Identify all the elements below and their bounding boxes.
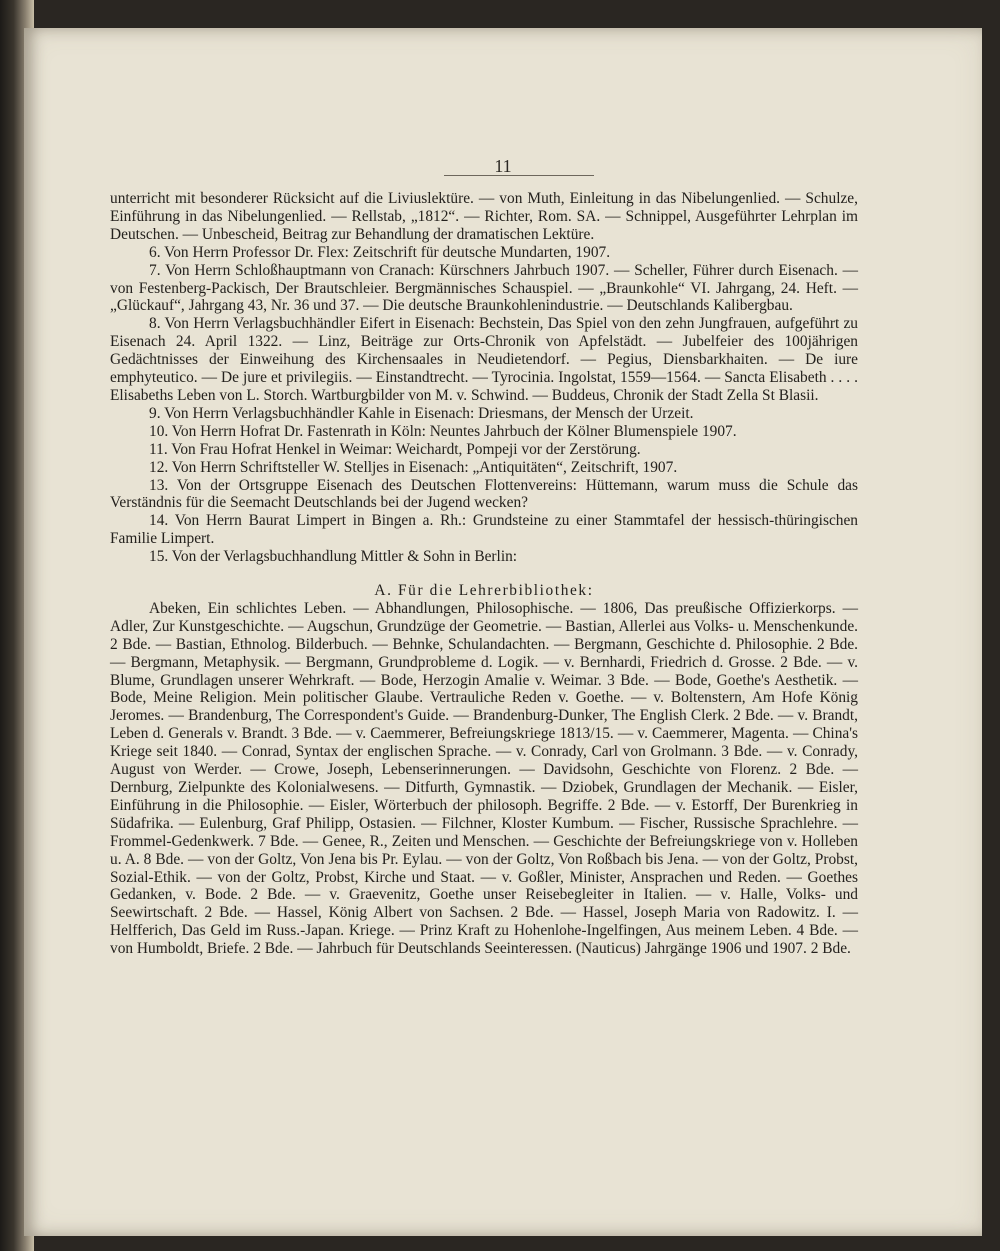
list-item: 10. Von Herrn Hofrat Dr. Fastenrath in Köln: Neuntes Jahrbuch der Kölner Blumenspiele 1907. [149,422,737,440]
continuation-paragraph: unterricht mit besonderer Rücksicht auf die Liviuslektüre. — von Muth, Einleitung in das Nibelungenlied. — Schulze, Einführung in das Nibelungenlied. — Rellstab, „1812“. — Richter, Rom. SA. — Schnippel, Ausgeführter Lehrplan im Deutschen. — Unbescheid, Beitrag zur Behandlung der dramatischen Lektüre. [110,190,858,243]
list-item: 15. Von der Verlagsbuchhandlung Mittler & Sohn in Berlin: [149,548,518,566]
page-number-rule [444,175,594,176]
book-page [24,28,982,1236]
list-item: 8. Von Herrn Verlagsbuchhändler Eifert in Eisenach: Bechstein, Das Spiel von den zehn Jungfrauen, aufgeführt zu Eisenach 24. April 1322. — Linz, Beiträge zur Orts-Chronik von Apfelstädt. — Jubelfeier des 100jährigen Gedächtnisses der Einweihung des Kirchensaales in Neudietendorf. — Pegius, Diensbarkhaiten. — De iure emphyteutico. — De jure et privilegiis. — Einstandtrecht. — Tyrocinia. Ingolstat, 1559—1564. — Sancta Elisabeth . . . . Elisabeths Leben von L. Storch. Wartburgbilder von M. v. Schwind. — Buddeus, Chronik der Stadt Zella St Blasii. [110,315,858,404]
list-item: 11. Von Frau Hofrat Henkel in Weimar: Weichardt, Pompeji vor der Zerstörung. [149,440,641,458]
list-item: 9. Von Herrn Verlagsbuchhändler Kahle in Eisenach: Driesmans, der Mensch der Urzeit. [149,404,694,422]
list-item: 12. Von Herrn Schriftsteller W. Stelljes in Eisenach: „Antiquitäten“, Zeitschrift, 1907. [149,458,678,476]
list-item: 7. Von Herrn Schloßhauptmann von Cranach: Kürschners Jahrbuch 1907. — Scheller, Führer durch Eisenach. — von Festenberg-Packisch, Der Brautschleier. Bergmännisches Schauspiel. — „Braunkohle“ VI. Jahrgang, 24. Heft. — „Glückauf“, Jahrgang 43, Nr. 36 und 37. — Die deutsche Braunkohlenindustrie. — Deutschlands Kalibergbau. [110,261,858,315]
section-heading: A. Für die Lehrerbibliothek: [374,582,594,600]
page-text [110,190,858,958]
section-body: Abeken, Ein schlichtes Leben. — Abhandlungen, Philosophische. — 1806, Das preußische Offizierkorps. — Adler, Zur Kunstgeschichte. — Augschun, Grundzüge der Geometrie. — Bastian, Allerlei aus Volks- u. Menschenkunde. 2 Bde. — Bastian, Ethnolog. Bilderbuch. — Behnke, Schulandachten. — Bergmann, Geschichte d. Philosophie. 2 Bde. — Bergmann, Metaphysik. — Bergmann, Grundprobleme d. Logik. — v. Bernhardi, Friedrich d. Grosse. 2 Bde. — v. Blume, Grundlagen unserer Wehrkraft. — Bode, Herzogin Amalie v. Weimar. 3 Bde. — Bode, Goethe's Aesthetik. — Bode, Meine Religion. Mein politischer Glaube. Vertrauliche Reden v. Goethe. — v. Boltenstern, Am Hofe König Jeromes. — Brandenburg, The Correspondent's Guide. — Brandenburg-Dunker, The English Clerk. 2 Bde. — v. Brandt, Leben d. Generals v. Brandt. 3 Bde. — v. Caemmerer, Befreiungskriege 1813/15. — v. Caemmerer, Magenta. — China's Kriege seit 1840. — Conrad, Syntax der englischen Sprache. — v. Conrady, Carl von Grolmann. 3 Bde. — v. Conrady, August von Werder. — Crowe, Joseph, Lebenserinnerungen. — Davidsohn, Geschichte von Florenz. 2 Bde. — Dernburg, Zielpunkte des Kolonialwesens. — Ditfurth, Gymnastik. — Dziobek, Grundlagen der Mechanik. — Eisler, Einführung in die Philosophie. — Eisler, Wörterbuch der philosoph. Begriffe. 2 Bde. — v. Estorff, Der Burenkrieg in Südafrika. — Eulenburg, Graf Philipp, Ostasien. — Filchner, Kloster Kumbum. — Fischer, Russische Sprachlehre. — Frommel-Gedenkwerk. 7 Bde. — Genee, R., Zeiten und Menschen. — Geschichte der Befreiungskriege von v. Holleben u. A. 8 Bde. — von der Goltz, Von Jena bis Pr. Eylau. — von der Goltz, Von Roßbach bis Jena. — von der Goltz, Probst, Sozial-Ethik. — von der Goltz, Probst, Kirche und Staat. — v. Goßler, Minister, Ansprachen und Reden. — Goethes Gedanken, v. Bode. 2 Bde. — v. Graevenitz, Goethe unser Reisebegleiter in Italien. — v. Halle, Volks- und Seewirtschaft. 2 Bde. — Hassel, König Albert von Sachsen. 2 Bde. — Hassel, Joseph Maria von Radowitz. I. — Helfferich, Das Geld im Russ.-Japan. Kriege. — Prinz Kraft zu Hohenlohe-Ingelfingen, Aus meinem Leben. 4 Bde. — von Humboldt, Briefe. 2 Bde. — Jahrbuch für Deutschlands Seeinteressen. (Nauticus) Jahrgänge 1906 und 1907. 2 Bde. [110,599,858,958]
list-item: 14. Von Herrn Baurat Limpert in Bingen a. Rh.: Grundsteine zu einer Stammtafel der hessisch-thüringischen Familie Limpert. [110,512,858,548]
list-item: 13. Von der Ortsgruppe Eisenach des Deutschen Flottenvereins: Hüttemann, warum muss die Schule das Verständnis für die Seemacht Deutschlands bei der Jugend wecken? [110,476,858,512]
page-number: 11 [494,156,512,176]
list-item: 6. Von Herrn Professor Dr. Flex: Zeitschrift für deutsche Mundarten, 1907. [149,243,611,261]
